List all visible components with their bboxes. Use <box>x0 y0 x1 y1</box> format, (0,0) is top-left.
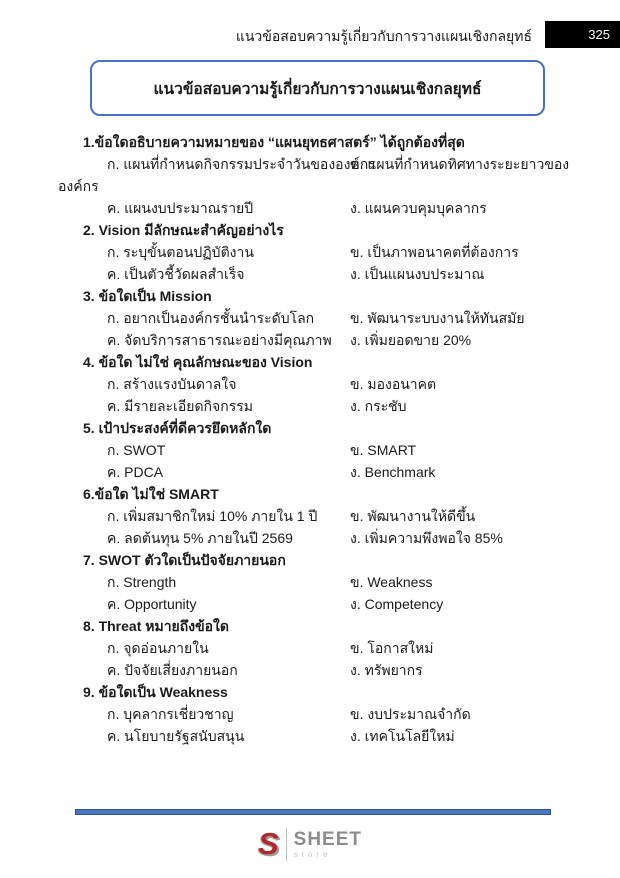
question-block <box>58 417 608 483</box>
question-title: 2. Vision มีลักษณะสำคัญอย่างไร <box>83 222 284 238</box>
option-d: ง. กระชับ <box>350 398 407 414</box>
option-b: ข. โอกาสใหม่ <box>350 640 434 656</box>
question-block <box>58 131 608 219</box>
option-a: ก. อยากเป็นองค์กรชั้นนำระดับโลก <box>107 310 315 326</box>
option-b: ข. มองอนาคต <box>350 376 437 392</box>
option-d: ง. แผนควบคุมบุคลากร <box>350 200 487 216</box>
option-b: ข. SMART <box>350 442 417 458</box>
option-a: ก. เพิ่มสมาชิกใหม่ 10% ภายใน 1 ปี <box>107 508 318 524</box>
brand-logo <box>0 826 620 862</box>
option-a: ก. ระบุขั้นตอนปฏิบัติงาน <box>107 244 254 260</box>
option-b: ข. แผนที่กำหนดทิศทางระยะยาวของ <box>350 156 570 172</box>
option-d: ง. Competency <box>350 596 444 612</box>
question-title: 1.ข้อใดอธิบายความหมายของ “แผนยุทธศาสตร์” ได้ถูกต้องที่สุด <box>83 134 465 150</box>
question-title: 5. เป้าประสงค์ที่ดีควรยึดหลักใด <box>83 420 272 436</box>
option-b-wrap-line: องค์กร <box>58 178 99 194</box>
question-block <box>58 681 608 747</box>
question-title: 4. ข้อใด ไม่ใช่ คุณลักษณะของ Vision <box>83 354 313 370</box>
header-running-title: แนวข้อสอบความรู้เกี่ยวกับการวางแผนเชิงกลยุทธ์ <box>235 28 532 44</box>
option-a: ก. แผนที่กำหนดกิจกรรมประจำวันขององค์กร <box>107 156 376 172</box>
option-a: ก. สร้างแรงบันดาลใจ <box>107 376 237 392</box>
question-title: 8. Threat หมายถึงข้อใด <box>83 618 229 634</box>
option-c: ค. มีรายละเอียดกิจกรรม <box>107 398 253 414</box>
option-d: ง. ทรัพยากร <box>350 662 423 678</box>
logo-brand-name: SHEET <box>293 828 363 850</box>
option-c: ค. แผนงบประมาณรายปี <box>107 200 254 216</box>
question-title: 3. ข้อใดเป็น Mission <box>83 288 212 304</box>
option-a: ก. Strength <box>107 574 177 590</box>
option-a: ก. SWOT <box>107 442 166 458</box>
question-list <box>58 131 608 747</box>
question-block <box>58 285 608 351</box>
option-d: ง. Benchmark <box>350 464 436 480</box>
question-block <box>58 351 608 417</box>
option-b: ข. งบประมาณจำกัด <box>350 706 471 722</box>
option-c: ค. ปัจจัยเสี่ยงภายนอก <box>107 662 238 678</box>
option-c: ค. Opportunity <box>107 596 197 612</box>
question-block <box>58 549 608 615</box>
question-block <box>58 219 608 285</box>
question-title: 9. ข้อใดเป็น Weakness <box>83 684 228 700</box>
option-c: ค. เป็นตัวชี้วัดผลสำเร็จ <box>107 266 245 282</box>
option-b: ข. พัฒนางานให้ดีขึ้น <box>350 508 476 524</box>
option-d: ง. เพิ่มความพึงพอใจ 85% <box>350 530 503 546</box>
footer-divider <box>75 809 551 815</box>
option-b: ข. Weakness <box>350 574 433 590</box>
logo-brand-subtitle: store <box>293 849 332 859</box>
page-title: แนวข้อสอบความรู้เกี่ยวกับการวางแผนเชิงกลยุทธ์ <box>153 80 482 98</box>
option-d: ง. เพิ่มยอดขาย 20% <box>350 332 472 348</box>
option-a: ก. จุดอ่อนภายใน <box>107 640 209 656</box>
question-block <box>58 615 608 681</box>
option-b: ข. พัฒนาระบบงานให้ทันสมัย <box>350 310 525 326</box>
title-box <box>90 60 545 116</box>
option-d: ง. เป็นแผนงบประมาณ <box>350 266 485 282</box>
option-c: ค. ลดต้นทุน 5% ภายในปี 2569 <box>107 530 293 546</box>
option-c: ค. PDCA <box>107 464 164 480</box>
logo-divider <box>286 828 287 861</box>
option-d: ง. เทคโนโลยีใหม่ <box>350 728 455 744</box>
option-c: ค. นโยบายรัฐสนับสนุน <box>107 728 245 744</box>
sheetstore-logo-icon: S <box>257 826 279 861</box>
option-a: ก. บุคลากรเชี่ยวชาญ <box>107 706 234 722</box>
question-title: 7. SWOT ตัวใดเป็นปัจจัยภายนอก <box>83 552 286 568</box>
page-number-badge: 325 <box>545 21 620 48</box>
question-block <box>58 483 608 549</box>
question-title: 6.ข้อใด ไม่ใช่ SMART <box>83 486 219 502</box>
option-b: ข. เป็นภาพอนาคตที่ต้องการ <box>350 244 519 260</box>
option-c: ค. จัดบริการสาธารณะอย่างมีคุณภาพ <box>107 332 332 348</box>
